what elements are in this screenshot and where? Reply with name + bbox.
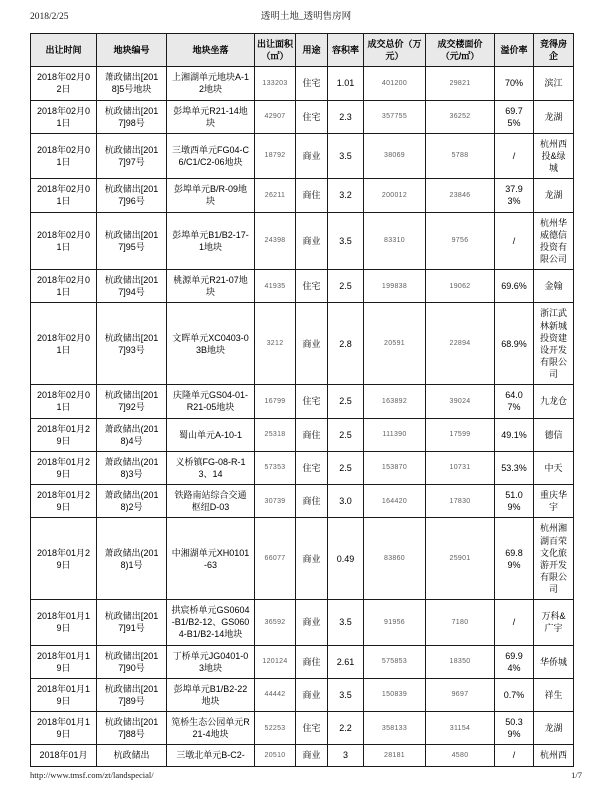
cell-developer: 杭州西 (534, 745, 574, 766)
cell-developer: 九龙仓 (534, 385, 574, 418)
cell-total-price: 575853 (364, 645, 426, 678)
table-row (31, 678, 574, 711)
column-header-plot-number: 地块编号 (97, 34, 167, 67)
table-row (31, 518, 574, 600)
cell-premium-rate: / (495, 133, 534, 178)
cell-developer: 杭州华威德信投资有限公司 (534, 212, 574, 270)
cell-developer: 龙湖 (534, 179, 574, 212)
cell-premium-rate: 69.89% (495, 518, 534, 600)
cell-usage: 商住 (296, 418, 328, 451)
cell-premium-rate: 69.6% (495, 270, 534, 303)
cell-plot-ratio: 2.5 (328, 385, 364, 418)
cell-transfer-date: 2018年02月01日 (31, 100, 97, 133)
cell-plot-location: 彭埠单元B/R-09地块 (167, 179, 255, 212)
cell-floor-price: 18350 (426, 645, 495, 678)
cell-usage: 商业 (296, 600, 328, 645)
cell-plot-location: 庆隆单元GS04-01-R21-05地块 (167, 385, 255, 418)
cell-plot-ratio: 2.5 (328, 451, 364, 484)
cell-plot-location: 笕桥生态公园单元R21-4地块 (167, 712, 255, 745)
cell-total-price: 199838 (364, 270, 426, 303)
cell-developer: 杭州西投&绿城 (534, 133, 574, 178)
column-header-usage: 用途 (296, 34, 328, 67)
cell-usage: 商住 (296, 645, 328, 678)
cell-premium-rate: 49.1% (495, 418, 534, 451)
cell-usage: 商业 (296, 745, 328, 766)
cell-usage: 商业 (296, 678, 328, 711)
cell-premium-rate: 51.09% (495, 485, 534, 518)
table-row (31, 645, 574, 678)
cell-total-price: 357755 (364, 100, 426, 133)
cell-plot-number: 萧政储出[2018]5号地块 (97, 67, 167, 100)
cell-floor-price: 19062 (426, 270, 495, 303)
cell-usage: 商业 (296, 133, 328, 178)
cell-total-price: 150839 (364, 678, 426, 711)
cell-transfer-date: 2018年01月19日 (31, 600, 97, 645)
cell-plot-location: 彭埠单元R21-14地块 (167, 100, 255, 133)
cell-premium-rate: 69.94% (495, 645, 534, 678)
cell-plot-ratio: 3.5 (328, 212, 364, 270)
cell-premium-rate: 68.9% (495, 303, 534, 385)
column-header-plot-ratio: 容积率 (328, 34, 364, 67)
table-row (31, 418, 574, 451)
cell-plot-ratio: 3.0 (328, 485, 364, 518)
cell-usage: 商住 (296, 485, 328, 518)
table-row (31, 133, 574, 178)
cell-area: 44442 (255, 678, 296, 711)
column-header-developer: 竞得房企 (534, 34, 574, 67)
cell-area: 16799 (255, 385, 296, 418)
column-header-premium-rate: 溢价率 (495, 34, 534, 67)
cell-plot-location: 拱宸桥单元GS0604-B1/B2-12、GS0604-B1/B2-14地块 (167, 600, 255, 645)
cell-area: 41935 (255, 270, 296, 303)
table-row (31, 303, 574, 385)
cell-total-price: 83310 (364, 212, 426, 270)
cell-usage: 商住 (296, 179, 328, 212)
table-row (31, 600, 574, 645)
cell-total-price: 28181 (364, 745, 426, 766)
cell-plot-number: 杭政储出[2017]89号 (97, 678, 167, 711)
cell-usage: 商业 (296, 518, 328, 600)
cell-transfer-date: 2018年02月01日 (31, 385, 97, 418)
cell-premium-rate: / (495, 212, 534, 270)
cell-developer: 万科&广宇 (534, 600, 574, 645)
cell-plot-number: 杭政储出[2017]93号 (97, 303, 167, 385)
column-header-total-price: 成交总价（万元） (364, 34, 426, 67)
cell-plot-ratio: 2.3 (328, 100, 364, 133)
cell-plot-location: 三墩西单元FG04-C6/C1/C2-06地块 (167, 133, 255, 178)
cell-transfer-date: 2018年01月29日 (31, 451, 97, 484)
cell-transfer-date: 2018年02月01日 (31, 212, 97, 270)
cell-area: 52253 (255, 712, 296, 745)
cell-plot-ratio: 3 (328, 745, 364, 766)
cell-floor-price: 9756 (426, 212, 495, 270)
cell-plot-ratio: 2.5 (328, 270, 364, 303)
table-row (31, 100, 574, 133)
cell-plot-location: 丁桥单元JG0401-03地块 (167, 645, 255, 678)
cell-developer: 华侨城 (534, 645, 574, 678)
column-header-area: 出让面积（㎡） (255, 34, 296, 67)
cell-developer: 重庆华宇 (534, 485, 574, 518)
cell-total-price: 20591 (364, 303, 426, 385)
cell-area: 42907 (255, 100, 296, 133)
cell-floor-price: 17599 (426, 418, 495, 451)
cell-area: 25318 (255, 418, 296, 451)
cell-transfer-date: 2018年02月01日 (31, 133, 97, 178)
cell-plot-number: 杭政储出[2017]88号 (97, 712, 167, 745)
cell-total-price: 401200 (364, 67, 426, 100)
cell-total-price: 111390 (364, 418, 426, 451)
cell-area: 30739 (255, 485, 296, 518)
cell-total-price: 163892 (364, 385, 426, 418)
cell-transfer-date: 2018年01月19日 (31, 645, 97, 678)
cell-area: 24398 (255, 212, 296, 270)
cell-transfer-date: 2018年01月19日 (31, 712, 97, 745)
cell-floor-price: 31154 (426, 712, 495, 745)
cell-transfer-date: 2018年01月29日 (31, 485, 97, 518)
cell-developer: 龙湖 (534, 100, 574, 133)
table-row (31, 745, 574, 766)
cell-plot-ratio: 3.2 (328, 179, 364, 212)
cell-floor-price: 39024 (426, 385, 495, 418)
cell-plot-ratio: 3.5 (328, 133, 364, 178)
cell-area: 57353 (255, 451, 296, 484)
cell-total-price: 164420 (364, 485, 426, 518)
table-row (31, 212, 574, 270)
cell-area: 36592 (255, 600, 296, 645)
cell-plot-number: 杭政储出[2017]98号 (97, 100, 167, 133)
cell-transfer-date: 2018年01月19日 (31, 678, 97, 711)
cell-plot-location: 三墩北单元B-C2- (167, 745, 255, 766)
cell-floor-price: 36252 (426, 100, 495, 133)
table-row (31, 712, 574, 745)
table-row (31, 485, 574, 518)
cell-plot-number: 杭政储出[2017]91号 (97, 600, 167, 645)
cell-usage: 商业 (296, 212, 328, 270)
cell-premium-rate: 37.93% (495, 179, 534, 212)
cell-plot-number: 杭政储出[2017]97号 (97, 133, 167, 178)
cell-premium-rate: 64.07% (495, 385, 534, 418)
table-row (31, 67, 574, 100)
cell-total-price: 358133 (364, 712, 426, 745)
column-header-floor-price: 成交楼面价（元/㎡） (426, 34, 495, 67)
print-header (30, 8, 582, 22)
cell-plot-number: 萧政储出(2018)3号 (97, 451, 167, 484)
page-indicator: 1/7 (571, 770, 582, 780)
footer-url: http://www.tmsf.com/zt/landspecial/ (30, 770, 154, 780)
cell-floor-price: 29821 (426, 67, 495, 100)
cell-developer: 杭州湘湖百荣文化旅游开发有限公司 (534, 518, 574, 600)
page-title: 透明土地_透明售房网 (260, 12, 352, 22)
cell-usage: 商业 (296, 303, 328, 385)
cell-premium-rate: / (495, 600, 534, 645)
cell-developer: 中天 (534, 451, 574, 484)
cell-area: 18792 (255, 133, 296, 178)
cell-plot-ratio: 0.49 (328, 518, 364, 600)
cell-premium-rate: 70% (495, 67, 534, 100)
cell-usage: 住宅 (296, 67, 328, 100)
cell-usage: 住宅 (296, 270, 328, 303)
cell-plot-number: 萧政储出(2018)2号 (97, 485, 167, 518)
cell-total-price: 83860 (364, 518, 426, 600)
cell-plot-number: 萧政储出(2018)4号 (97, 418, 167, 451)
cell-floor-price: 17830 (426, 485, 495, 518)
table-row (31, 451, 574, 484)
cell-usage: 住宅 (296, 385, 328, 418)
cell-usage: 住宅 (296, 712, 328, 745)
cell-plot-location: 蜀山单元A-10-1 (167, 418, 255, 451)
cell-area: 20510 (255, 745, 296, 766)
cell-developer: 龙湖 (534, 712, 574, 745)
cell-transfer-date: 2018年02月02日 (31, 67, 97, 100)
cell-developer: 金翰 (534, 270, 574, 303)
cell-plot-ratio: 2.61 (328, 645, 364, 678)
cell-floor-price: 7180 (426, 600, 495, 645)
cell-premium-rate: / (495, 745, 534, 766)
cell-plot-number: 杭政储出[2017]96号 (97, 179, 167, 212)
cell-area: 133203 (255, 67, 296, 100)
land-transactions-table (30, 33, 574, 767)
cell-premium-rate: 50.39% (495, 712, 534, 745)
cell-usage: 住宅 (296, 100, 328, 133)
cell-premium-rate: 0.7% (495, 678, 534, 711)
cell-plot-ratio: 2.2 (328, 712, 364, 745)
cell-total-price: 200012 (364, 179, 426, 212)
print-footer (30, 770, 582, 780)
cell-area: 66077 (255, 518, 296, 600)
cell-total-price: 38069 (364, 133, 426, 178)
cell-developer: 德信 (534, 418, 574, 451)
table-row (31, 385, 574, 418)
cell-plot-location: 彭埠单元B1/B2-17-1地块 (167, 212, 255, 270)
table-header-row (31, 34, 574, 67)
cell-transfer-date: 2018年02月01日 (31, 179, 97, 212)
cell-transfer-date: 2018年02月01日 (31, 270, 97, 303)
cell-transfer-date: 2018年01月29日 (31, 518, 97, 600)
cell-premium-rate: 53.3% (495, 451, 534, 484)
cell-transfer-date: 2018年01月29日 (31, 418, 97, 451)
table-row (31, 179, 574, 212)
cell-plot-number: 杭政储出[2017]95号 (97, 212, 167, 270)
cell-transfer-date: 2018年02月01日 (31, 303, 97, 385)
cell-floor-price: 25901 (426, 518, 495, 600)
cell-floor-price: 9697 (426, 678, 495, 711)
cell-area: 120124 (255, 645, 296, 678)
cell-floor-price: 22894 (426, 303, 495, 385)
cell-plot-number: 杭政储出 (97, 745, 167, 766)
cell-plot-location: 文晖单元XC0403-03B地块 (167, 303, 255, 385)
cell-plot-ratio: 1.01 (328, 67, 364, 100)
cell-premium-rate: 69.75% (495, 100, 534, 133)
cell-transfer-date: 2018年01月 (31, 745, 97, 766)
cell-plot-number: 杭政储出[2017]90号 (97, 645, 167, 678)
cell-area: 3212 (255, 303, 296, 385)
cell-plot-location: 彭埠单元B1/B2-22地块 (167, 678, 255, 711)
table-row (31, 270, 574, 303)
cell-plot-number: 萧政储出(2018)1号 (97, 518, 167, 600)
cell-floor-price: 10731 (426, 451, 495, 484)
cell-plot-location: 铁路南站综合交通枢纽D-03 (167, 485, 255, 518)
cell-developer: 祥生 (534, 678, 574, 711)
cell-total-price: 153870 (364, 451, 426, 484)
cell-developer: 浙江武林新城投资建设开发有限公司 (534, 303, 574, 385)
cell-plot-ratio: 2.8 (328, 303, 364, 385)
cell-plot-ratio: 2.5 (328, 418, 364, 451)
cell-plot-location: 桃源单元R21-07地块 (167, 270, 255, 303)
cell-plot-number: 杭政储出[2017]94号 (97, 270, 167, 303)
cell-plot-ratio: 3.5 (328, 600, 364, 645)
cell-area: 26211 (255, 179, 296, 212)
cell-total-price: 91956 (364, 600, 426, 645)
column-header-plot-location: 地块坐落 (167, 34, 255, 67)
cell-plot-location: 上湘湖单元地块A-12地块 (167, 67, 255, 100)
print-date: 2018/2/25 (30, 12, 69, 22)
cell-plot-location: 中湘湖单元XH0101-63 (167, 518, 255, 600)
cell-floor-price: 23846 (426, 179, 495, 212)
column-header-transfer-date: 出让时间 (31, 34, 97, 67)
cell-floor-price: 4580 (426, 745, 495, 766)
cell-usage: 住宅 (296, 451, 328, 484)
land-table-body (31, 67, 574, 766)
cell-plot-number: 杭政储出[2017]92号 (97, 385, 167, 418)
cell-floor-price: 5788 (426, 133, 495, 178)
cell-plot-location: 义桥镇FG-08-R-13、14 (167, 451, 255, 484)
cell-developer: 滨江 (534, 67, 574, 100)
cell-plot-ratio: 3.5 (328, 678, 364, 711)
